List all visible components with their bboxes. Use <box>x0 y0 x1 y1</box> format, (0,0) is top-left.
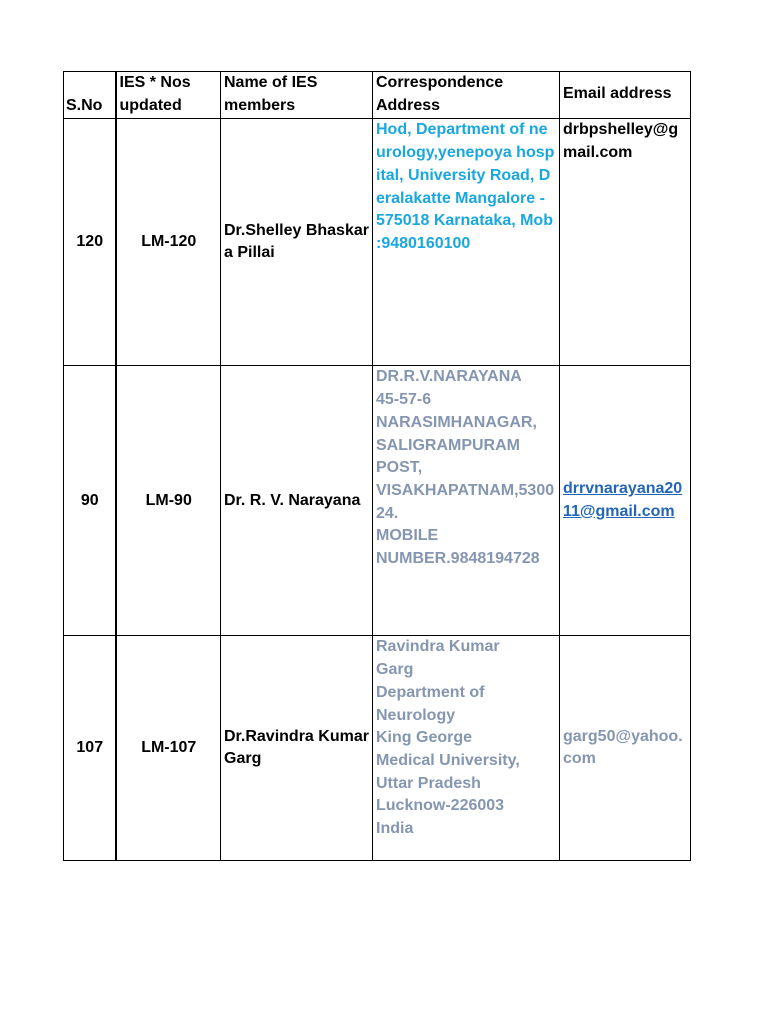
address-text: DR.R.V.NARAYANA 45-57-6 NARASIMHANAGAR, SALIGRAMPURAM POST, VISAKHAPATNAM,530024. MOBILE NUMBER.9848194728 <box>376 368 555 568</box>
header-name <box>221 72 373 119</box>
ies-no-cell: LM-120 <box>116 119 221 366</box>
address-text: Hod, Department of neurology,yenepoya hospital, University Road, Deralakatte Mangalore - 575018 Karnataka, Mob :9480160100 <box>376 121 555 252</box>
header-address <box>373 72 560 119</box>
address-cell <box>373 636 560 861</box>
member-name-cell: Dr.Shelley Bhaskara Pillai <box>221 119 373 366</box>
header-sno: S.No <box>64 72 116 119</box>
header-row <box>64 72 691 119</box>
header-email: Email address <box>560 72 691 119</box>
email-cell: drbpshelley@gmail.com <box>560 119 691 366</box>
table-row <box>64 119 691 366</box>
email-cell <box>560 366 691 636</box>
sno-cell: 107 <box>64 636 116 861</box>
address-cell <box>373 119 560 366</box>
member-name-cell: Dr. R. V. Narayana <box>221 366 373 636</box>
ies-no-cell: LM-107 <box>116 636 221 861</box>
members-table <box>63 71 691 861</box>
table-row <box>64 366 691 636</box>
header-ies-nos-text: IES * Nos updated <box>119 74 191 114</box>
header-name-text: Name of IES members <box>224 74 318 114</box>
email-link[interactable]: drrvnarayana2011@gmail.com <box>563 480 683 520</box>
address-cell <box>373 366 560 636</box>
sno-cell: 90 <box>64 366 116 636</box>
header-address-text: Correspondence Address <box>376 74 504 114</box>
address-text: Ravindra Kumar Garg Department of Neurology King George Medical University, Uttar Pradesh Lucknow-226003 India <box>376 638 520 838</box>
table-row <box>64 636 691 861</box>
sno-cell: 120 <box>64 119 116 366</box>
member-name-cell: Dr.Ravindra Kumar Garg <box>221 636 373 861</box>
email-cell: garg50@yahoo.com <box>560 636 691 861</box>
ies-no-cell: LM-90 <box>116 366 221 636</box>
header-ies-nos <box>116 72 221 119</box>
